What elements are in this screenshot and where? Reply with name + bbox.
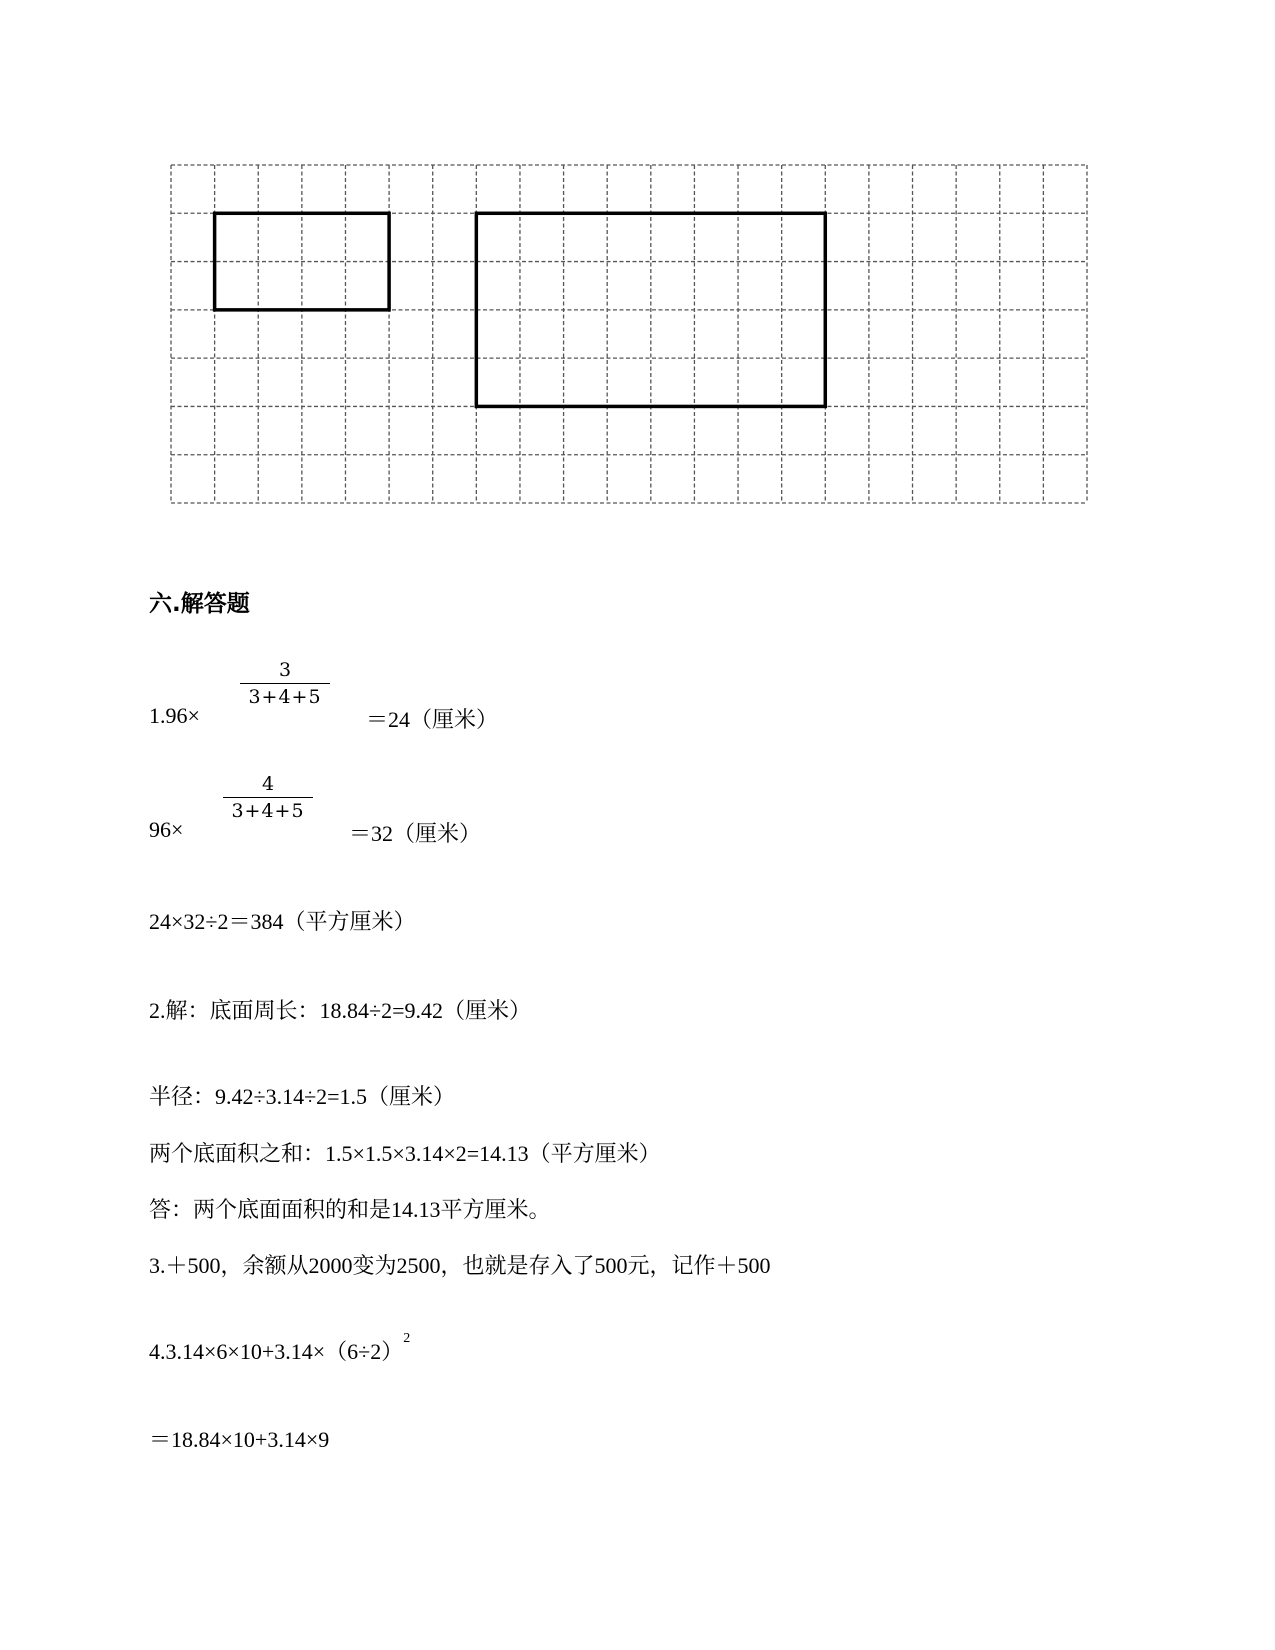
q2-line1: 2.解：底面周长：18.84÷2=9.42（厘米） [149,998,531,1023]
q1-line2-suffix: ＝32（厘米） [349,821,482,846]
q1-line1-prefix: 1.96× [149,703,200,728]
q2-line3: 两个底面积之和：1.5×1.5×3.14×2=14.13（平方厘米） [149,1141,661,1166]
section-title: 六.解答题 [149,591,250,617]
grid-lines [171,165,1087,503]
q4-line1 [149,1331,411,1366]
q3-line1: 3.＋500，余额从2000变为2500，也就是存入了500元，记作＋500 [149,1253,771,1278]
fraction-bar [240,683,330,684]
grid-figure [0,0,1275,520]
fraction-bar [223,797,313,798]
q1-line2 [149,817,183,843]
q1-line1-suffix: ＝24（厘米） [366,707,499,732]
q1-line1-fraction [240,658,330,708]
q1-line3: 24×32÷2＝384（平方厘米） [149,909,416,934]
q2-line2: 半径：9.42÷3.14÷2=1.5（厘米） [149,1084,456,1109]
q2-line4: 答：两个底面面积的和是14.13平方厘米。 [149,1197,551,1222]
q1-line2-prefix: 96× [149,817,184,842]
q1-line1 [149,703,200,729]
q4-line2: ＝18.84×10+3.14×9 [149,1427,330,1452]
fraction-denominator: 3+4+5 [248,686,322,708]
fraction-numerator: 4 [261,773,275,795]
fraction-numerator: 3 [278,659,292,681]
fraction-denominator: 3+4+5 [231,800,305,822]
q4-line1-main: 4.3.14×6×10+3.14×（6÷2） [149,1339,404,1364]
q1-line2-fraction [223,772,313,822]
q4-exponent: 2 [403,1331,411,1346]
